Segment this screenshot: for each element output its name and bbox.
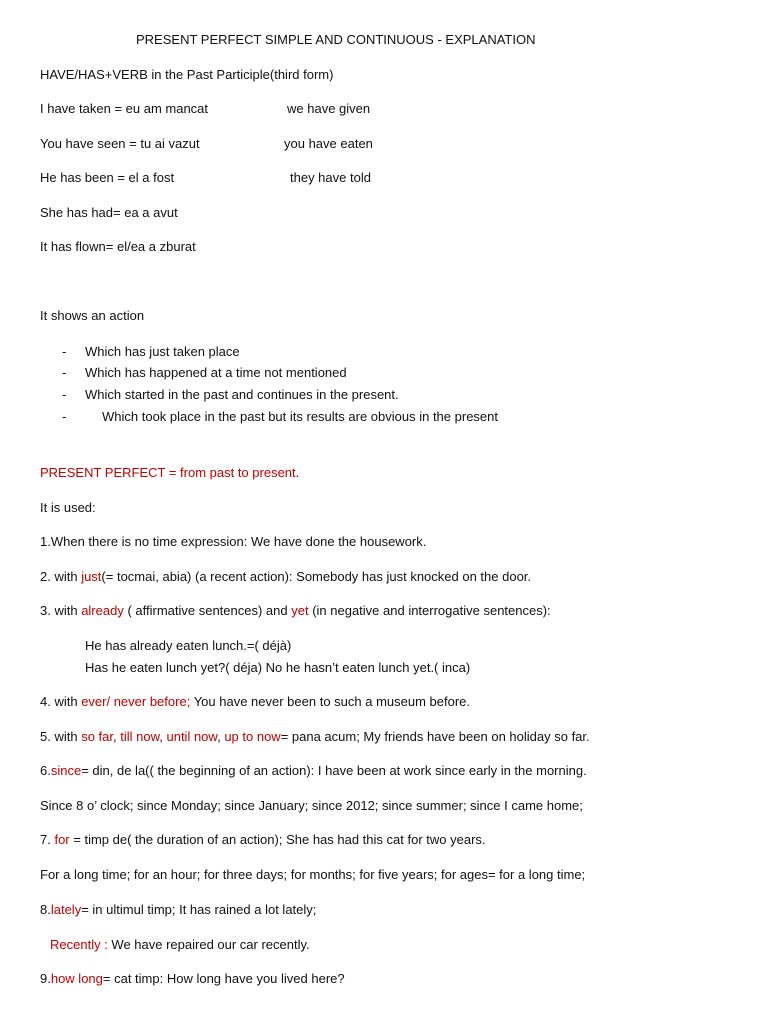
formula-line: HAVE/HAS+VERB in the Past Participle(third form) [40,67,334,82]
example-left-2: You have seen = tu ai vazut [40,136,200,151]
rule-4-text: You have never been to such a museum before. [190,694,471,709]
example-left-3: He has been = el a fost [40,170,175,185]
bullet-dash-2: - [62,365,67,380]
rule-8-text: = in ultimul timp; It has rained a lot lately; [81,902,317,917]
rule-4-prefix: 4. with [40,694,82,709]
rule-5-keyword-until-now: until now [166,729,218,744]
rule-8b [50,937,310,953]
rule-5 [40,729,590,745]
rule-8b-keyword: Recently : [50,937,108,952]
bullet-dash-3: - [62,387,67,402]
rule-9 [40,971,345,987]
rule-8-prefix: 8. [40,902,51,917]
rule-3-example-1: He has already eaten lunch.=( déjà) [85,638,292,653]
example-right-1: we have given [287,101,371,116]
rule-2-keyword: just [81,569,102,584]
present-perfect-heading [40,465,299,481]
rule-1: 1.When there is no time expression: We have done the housework. [40,534,427,549]
rule-8-keyword: lately [50,902,82,917]
rule-6-text: = din, de la(( the beginning of an action): I have been at work since early in the morning. [81,763,587,778]
present-perfect-heading-text: PRESENT PERFECT = from past to present [40,465,296,480]
rule-3-prefix: 3. with [40,603,82,618]
rule-3-keyword-yet: yet [291,603,309,618]
example-right-3: they have told [290,170,371,185]
rule-5-keyword-up-to-now: up to now [224,729,281,744]
rule-5-sep-1: , [112,729,121,744]
used-intro: It is used: [40,500,96,515]
rule-6-example: Since 8 o’ clock; since Monday; since January; since 2012; since summer; since I came home; [40,798,583,813]
rule-4-keyword: ever/ never before; [81,694,191,709]
document-title: PRESENT PERFECT SIMPLE AND CONTINUOUS - EXPLANATION [136,32,536,47]
rule-2-text: (= tocmai, abia) (a recent action): Somebody has just knocked on the door. [101,569,532,584]
rule-3 [40,603,551,619]
rule-5-sep-3: , [217,729,225,744]
bullet-item-2: Which has happened at a time not mentioned [85,365,347,380]
rule-5-text: = pana acum; My friends have been on holiday so far. [280,729,590,744]
rule-6 [40,763,587,779]
rule-5-keyword-till-now: till now [120,729,160,744]
bullet-dash-1: - [62,344,67,359]
rule-3-text-2: (in negative and interrogative sentences): [308,603,551,618]
rule-2-prefix: 2. with [40,569,82,584]
rule-9-prefix: 9. [40,971,51,986]
example-left-4: She has had= ea a avut [40,205,178,220]
rule-7 [40,832,486,848]
bullet-item-1: Which has just taken place [85,344,240,359]
rule-3-example-2: Has he eaten lunch yet?( déja) No he hasn’t eaten lunch yet.( inca) [85,660,471,675]
rule-6-prefix: 6. [40,763,51,778]
example-right-2: you have eaten [284,136,373,151]
rule-7-prefix: 7. [40,832,55,847]
bullet-item-4: Which took place in the past but its results are obvious in the present [102,409,498,424]
rule-6-keyword: since [50,763,82,778]
rule-7-text: = timp de( the duration of an action); She has had this cat for two years. [69,832,486,847]
rule-7-keyword: for [54,832,70,847]
rule-8b-text: We have repaired our car recently. [107,937,310,952]
rule-7-example: For a long time; for an hour; for three days; for months; for five years; for ages= for a long time; [40,867,586,882]
rule-3-text-1: ( affirmative sentences) and [123,603,292,618]
example-left-5: It has flown= el/ea a zburat [40,239,196,254]
present-perfect-heading-period: . [295,465,300,480]
bullet-dash-4: - [62,409,67,424]
bullet-item-3: Which started in the past and continues in the present. [85,387,399,402]
example-left-1: I have taken = eu am mancat [40,101,209,116]
rule-2 [40,569,531,585]
rule-5-sep-2: , [159,729,167,744]
rule-9-keyword: how long [50,971,103,986]
rule-4 [40,694,470,710]
rule-5-keyword-so-far: so far [81,729,113,744]
rule-3-keyword-already: already [81,603,124,618]
rule-8 [40,902,316,918]
rule-9-text: = cat timp: How long have you lived here? [102,971,345,986]
shows-intro: It shows an action [40,308,145,323]
rule-5-prefix: 5. with [40,729,82,744]
